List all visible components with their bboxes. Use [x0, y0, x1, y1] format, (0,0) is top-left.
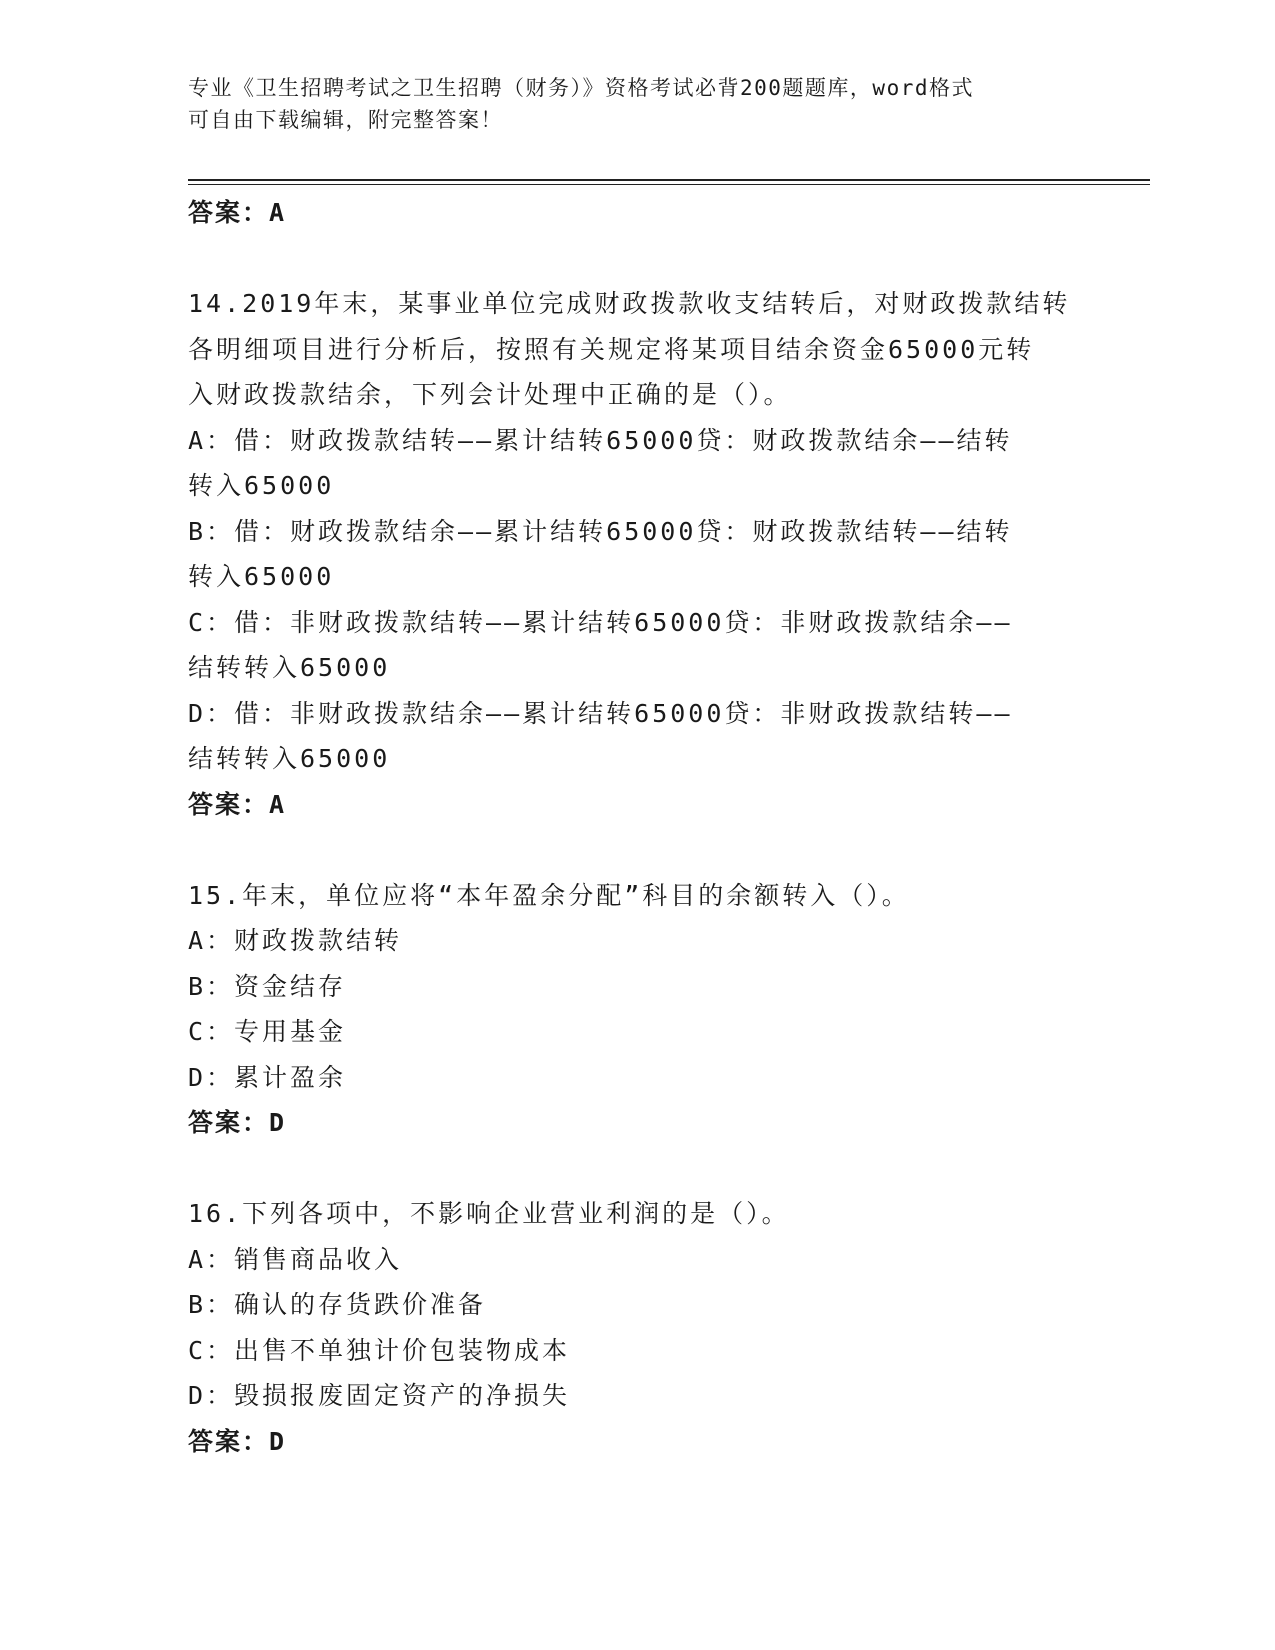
option-a-line: 转入65000 — [188, 471, 335, 500]
header-rule-thin — [188, 184, 1150, 185]
option-a-line: A：财政拨款结转 — [188, 926, 403, 955]
option-b-line: 转入65000 — [188, 562, 335, 591]
question-stem-line: 14.2019年末，某事业单位完成财政拨款收支结转后，对财政拨款结转 — [188, 289, 1071, 318]
option-a-line: A：销售商品收入 — [188, 1244, 403, 1274]
question-stem-line: 各明细项目进行分析后，按照有关规定将某项目结余资金65000元转 — [188, 334, 1035, 364]
option-d-line: D：毁损报废固定资产的净损失 — [188, 1381, 571, 1410]
spacer — [188, 827, 1088, 873]
header-line-1: 专业《卫生招聘考试之卫生招聘（财务）》资格考试必背200题题库，word格式 — [188, 76, 974, 100]
header-rule-thick — [188, 179, 1150, 181]
header-line-2: 可自由下载编辑，附完整答案！ — [188, 108, 503, 132]
option-d-line: D：累计盈余 — [188, 1062, 347, 1092]
option-d-line: D：借：非财政拨款结余——累计结转65000贷：非财政拨款结转—— — [188, 698, 1013, 728]
spacer — [188, 236, 1088, 282]
question-stem-line: 15.年末，单位应将“本年盈余分配”科目的余额转入（）。 — [188, 880, 910, 910]
question-14 — [188, 281, 1088, 827]
answer-line: 答案：A — [188, 789, 287, 819]
question-15 — [188, 873, 1088, 1146]
option-c-line: 结转转入65000 — [188, 653, 391, 682]
previous-answer: 答案：A — [188, 198, 287, 227]
document-header — [188, 72, 1088, 136]
question-stem-line: 16.下列各项中，不影响企业营业利润的是（）。 — [188, 1199, 790, 1228]
question-16 — [188, 1191, 1088, 1464]
option-c-line: C：借：非财政拨款结转——累计结转65000贷：非财政拨款结余—— — [188, 607, 1013, 637]
option-c-line: C：出售不单独计价包装物成本 — [188, 1335, 571, 1365]
answer-line: 答案：D — [188, 1426, 287, 1456]
option-d-line: 结转转入65000 — [188, 744, 391, 773]
option-b-line: B：确认的存货跌价准备 — [188, 1290, 487, 1319]
option-a-line: A：借：财政拨款结转——累计结转65000贷：财政拨款结余——结转 — [188, 425, 1013, 455]
answer-line: 答案：D — [188, 1108, 287, 1137]
question-stem-line: 入财政拨款结余，下列会计处理中正确的是（）。 — [188, 380, 792, 409]
option-b-line: B：资金结存 — [188, 971, 347, 1001]
document-body — [188, 190, 1088, 1464]
option-b-line: B：借：财政拨款结余——累计结转65000贷：财政拨款结转——结转 — [188, 516, 1013, 546]
option-c-line: C：专用基金 — [188, 1017, 347, 1046]
spacer — [188, 1146, 1088, 1192]
